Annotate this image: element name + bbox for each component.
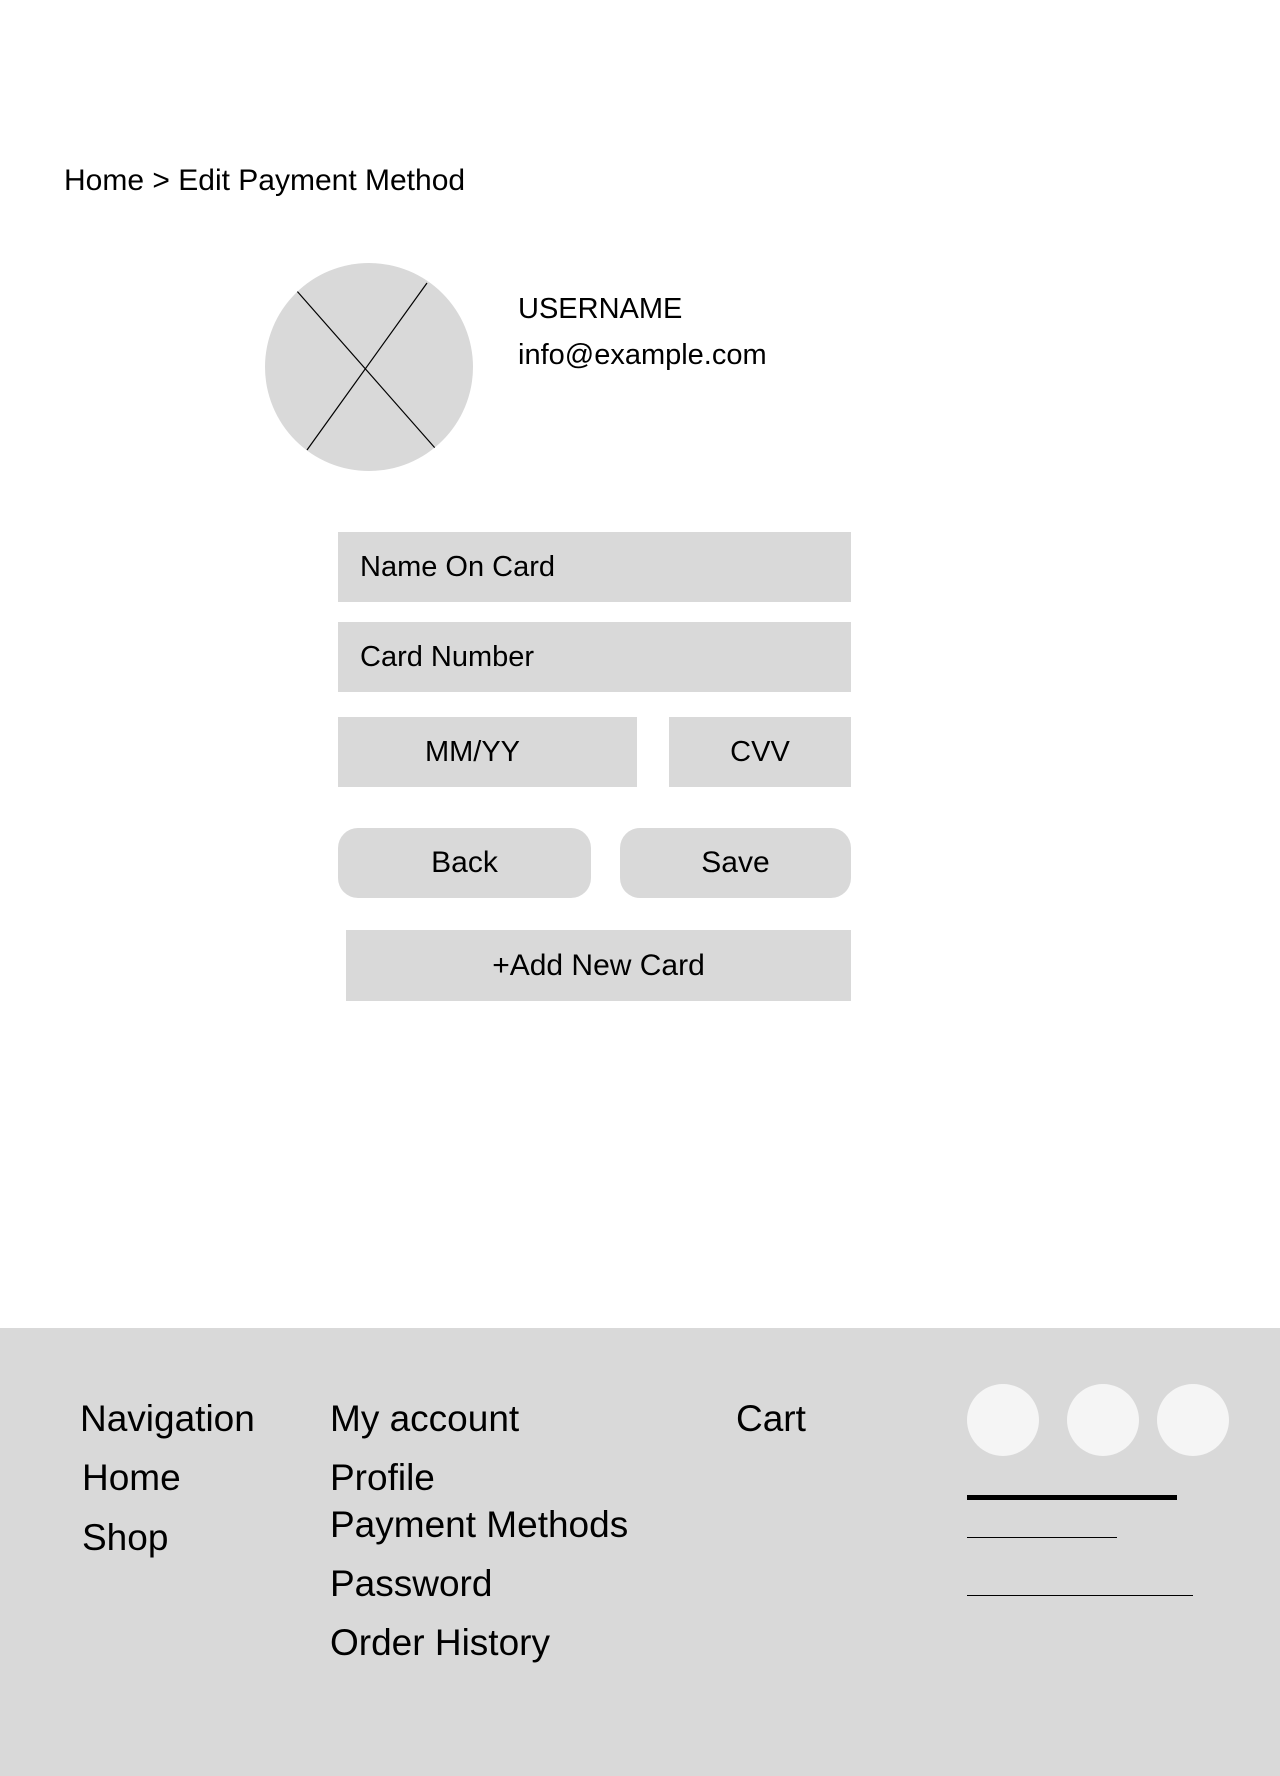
footer bbox=[0, 1328, 1280, 1776]
footer-link-profile[interactable]: Profile bbox=[330, 1457, 435, 1498]
avatar bbox=[265, 263, 473, 471]
footer-link-home[interactable]: Home bbox=[82, 1457, 181, 1498]
breadcrumb-separator: > bbox=[152, 164, 170, 197]
breadcrumb-current: Edit Payment Method bbox=[178, 164, 466, 197]
footer-link-password[interactable]: Password bbox=[330, 1563, 493, 1604]
save-button[interactable]: Save bbox=[620, 828, 851, 898]
footer-link-payment-methods[interactable]: Payment Methods bbox=[330, 1504, 629, 1545]
cvv-input[interactable] bbox=[669, 717, 851, 787]
footer-link-shop[interactable]: Shop bbox=[82, 1517, 169, 1558]
add-new-card-button[interactable]: +Add New Card bbox=[346, 930, 851, 1001]
breadcrumb-home-link[interactable]: Home bbox=[64, 164, 145, 197]
name-on-card-input[interactable] bbox=[338, 532, 851, 602]
footer-account-heading: My account bbox=[330, 1398, 520, 1439]
avatar-placeholder-icon bbox=[265, 263, 473, 471]
back-button[interactable]: Back bbox=[338, 828, 591, 898]
social-icon-3[interactable] bbox=[1157, 1384, 1229, 1456]
breadcrumb bbox=[64, 163, 465, 199]
footer-divider-long bbox=[967, 1595, 1193, 1596]
social-icon-1[interactable] bbox=[967, 1384, 1039, 1456]
social-icon-2[interactable] bbox=[1067, 1384, 1139, 1456]
card-number-input[interactable] bbox=[338, 622, 851, 692]
footer-cart-heading[interactable]: Cart bbox=[736, 1398, 806, 1439]
footer-navigation-heading: Navigation bbox=[80, 1398, 255, 1439]
footer-divider-short bbox=[967, 1537, 1117, 1538]
footer-divider-thick bbox=[967, 1495, 1177, 1500]
username: USERNAME bbox=[518, 293, 683, 325]
user-email: info@example.com bbox=[518, 339, 767, 371]
expiry-input[interactable] bbox=[338, 717, 637, 787]
footer-link-order-history[interactable]: Order History bbox=[330, 1622, 550, 1663]
